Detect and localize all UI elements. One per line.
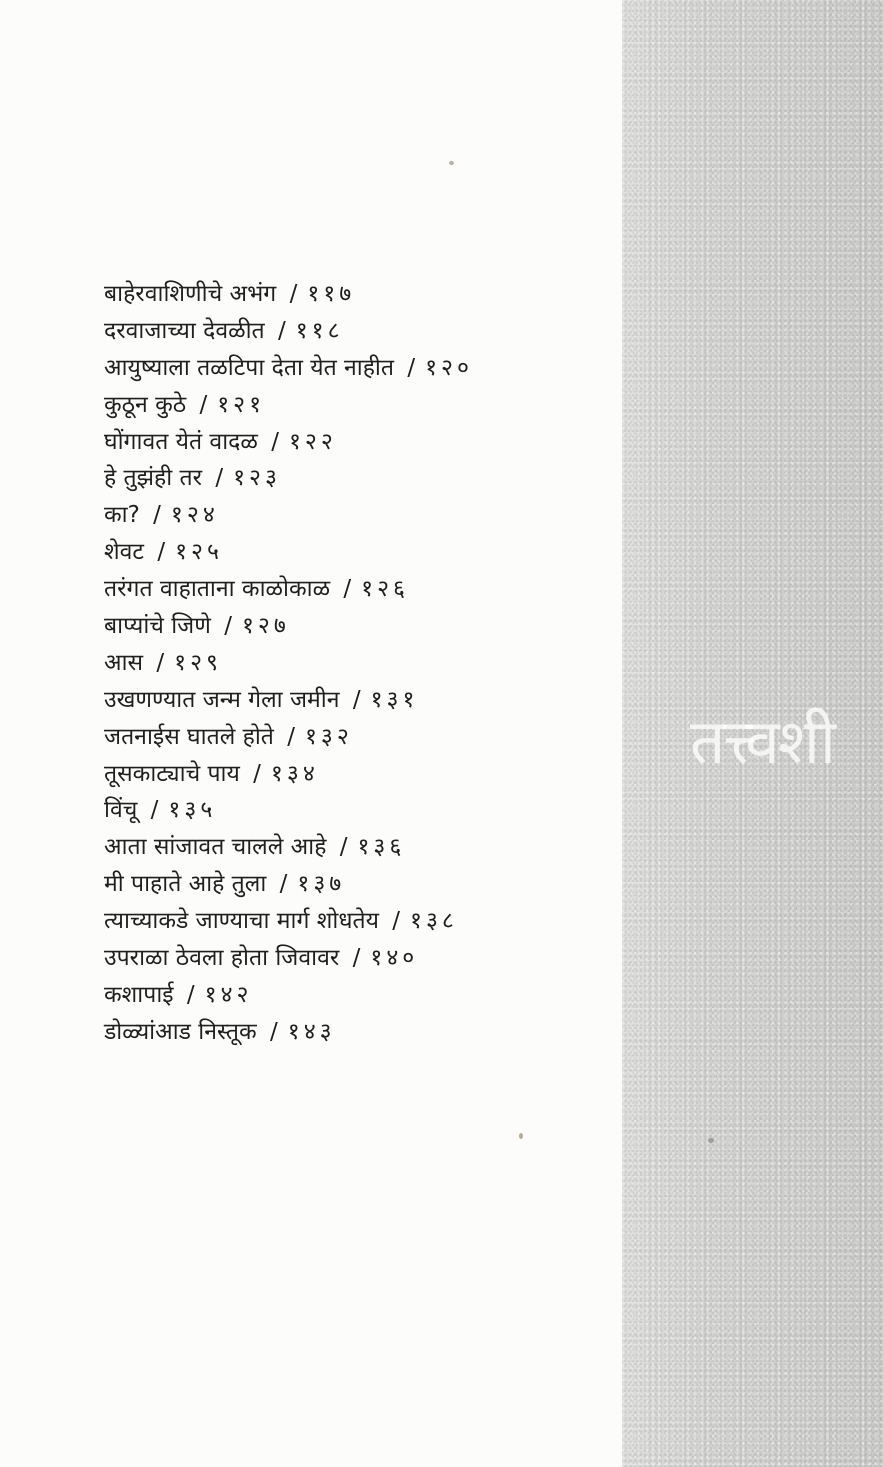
toc-entry [104, 719, 473, 756]
toc-page-number: १३७ [297, 871, 346, 898]
toc-page-number: १२१ [217, 391, 266, 418]
toc-page-number: १२२ [288, 428, 337, 455]
toc-page-number: १३२ [304, 723, 353, 750]
toc-entry [104, 608, 473, 645]
toc-entry [104, 829, 473, 866]
toc-separator: / [339, 834, 348, 861]
toc-entry [104, 387, 473, 424]
toc-separator: / [215, 465, 224, 492]
toc-title: शेवट [104, 539, 145, 566]
toc-page-number: १४० [370, 945, 419, 972]
toc-title: आता सांजावत चालले आहे [104, 834, 327, 861]
toc-entry [104, 571, 473, 608]
toc-title: त्याच्याकडे जाण्याचा मार्ग शोधतेय [104, 908, 379, 935]
toc-title: का? [104, 502, 140, 529]
toc-separator: / [343, 576, 352, 603]
toc-page-number: १३४ [270, 760, 319, 787]
toc-separator: / [407, 354, 416, 381]
toc-page-number: १२४ [170, 502, 219, 529]
toc-separator: / [157, 539, 166, 566]
toc-title: आयुष्याला तळटिपा देता येत नाहीत [104, 354, 394, 381]
toc-page-number: १३५ [168, 797, 217, 824]
toc-page-number: १२० [425, 354, 473, 381]
toc-page-number: १२३ [233, 465, 281, 492]
toc-page-number: ११८ [295, 317, 344, 344]
paper-speck [519, 1133, 523, 1139]
toc-entry [104, 313, 473, 350]
toc-page-number: १३६ [357, 834, 406, 861]
toc-title: हे तुझंही तर [104, 465, 203, 492]
toc-separator: / [224, 613, 232, 640]
toc-separator: / [153, 502, 161, 529]
toc-entry [104, 497, 473, 534]
toc-title: घोंगावत येतं वादळ [104, 428, 258, 455]
toc-separator: / [150, 797, 159, 824]
toc-separator: / [253, 760, 261, 787]
toc-entry [104, 645, 473, 682]
toc-separator: / [277, 317, 286, 344]
toc-entry [104, 424, 473, 461]
toc-title: बाहेरवाशिणीचे अभंग [104, 281, 277, 307]
toc-title: जतनाईस घातले होते [104, 723, 274, 750]
toc-separator: / [186, 981, 195, 1008]
toc-entry [104, 534, 473, 571]
toc-separator: / [156, 649, 165, 676]
toc-entry [104, 460, 473, 497]
toc-title: विंचू [104, 797, 138, 824]
toc-separator: / [279, 871, 288, 898]
toc-title: मी पाहाते आहे तुला [104, 871, 267, 898]
toc-entry [104, 977, 473, 1014]
toc-page-number: १३१ [370, 686, 419, 713]
toc-title: तरंगत वाहाताना काळोकाळ [104, 576, 331, 603]
toc-page-number: ११७ [307, 281, 356, 307]
toc-separator: / [199, 391, 208, 418]
toc-title: उपराळा ठेवला होता जिवावर [104, 945, 340, 972]
toc-page-number: १२९ [174, 649, 223, 676]
toc-separator: / [287, 723, 295, 750]
table-of-contents [104, 276, 473, 1051]
toc-separator: / [289, 281, 298, 307]
toc-page-number: १२७ [241, 613, 290, 640]
paper-speck [708, 1138, 714, 1143]
toc-separator: / [270, 1018, 278, 1045]
toc-entry [104, 1014, 473, 1051]
toc-entry [104, 350, 473, 387]
toc-entry [104, 940, 473, 977]
toc-title: तूसकाट्याचे पाय [104, 760, 240, 787]
toc-title: बाप्यांचे जिणे [104, 613, 211, 640]
toc-page-number: १२५ [175, 539, 223, 566]
toc-title: आस [104, 649, 144, 676]
toc-page-number: १२६ [361, 576, 410, 603]
toc-page-number: १४२ [204, 981, 253, 1008]
toc-separator: / [352, 686, 361, 713]
toc-title: कशापाई [104, 981, 174, 1008]
toc-page-number: १३८ [410, 908, 458, 935]
toc-entry [104, 276, 473, 313]
toc-entry [104, 756, 473, 793]
toc-page-number: १४३ [287, 1018, 336, 1045]
toc-entry [104, 682, 473, 719]
toc-entry [104, 866, 473, 903]
toc-entry [104, 792, 473, 829]
toc-title: डोळ्यांआड निस्तूक [104, 1018, 257, 1045]
side-title: तत्त्वशी [690, 705, 834, 778]
toc-separator: / [352, 945, 361, 972]
toc-title: दरवाजाच्या देवळीत [104, 317, 265, 344]
paper-speck [449, 161, 454, 165]
toc-title: उखणण्यात जन्म गेला जमीन [104, 686, 340, 713]
toc-entry [104, 903, 473, 940]
toc-separator: / [392, 908, 400, 935]
toc-title: कुठून कुठे [104, 391, 187, 418]
toc-separator: / [271, 428, 279, 455]
